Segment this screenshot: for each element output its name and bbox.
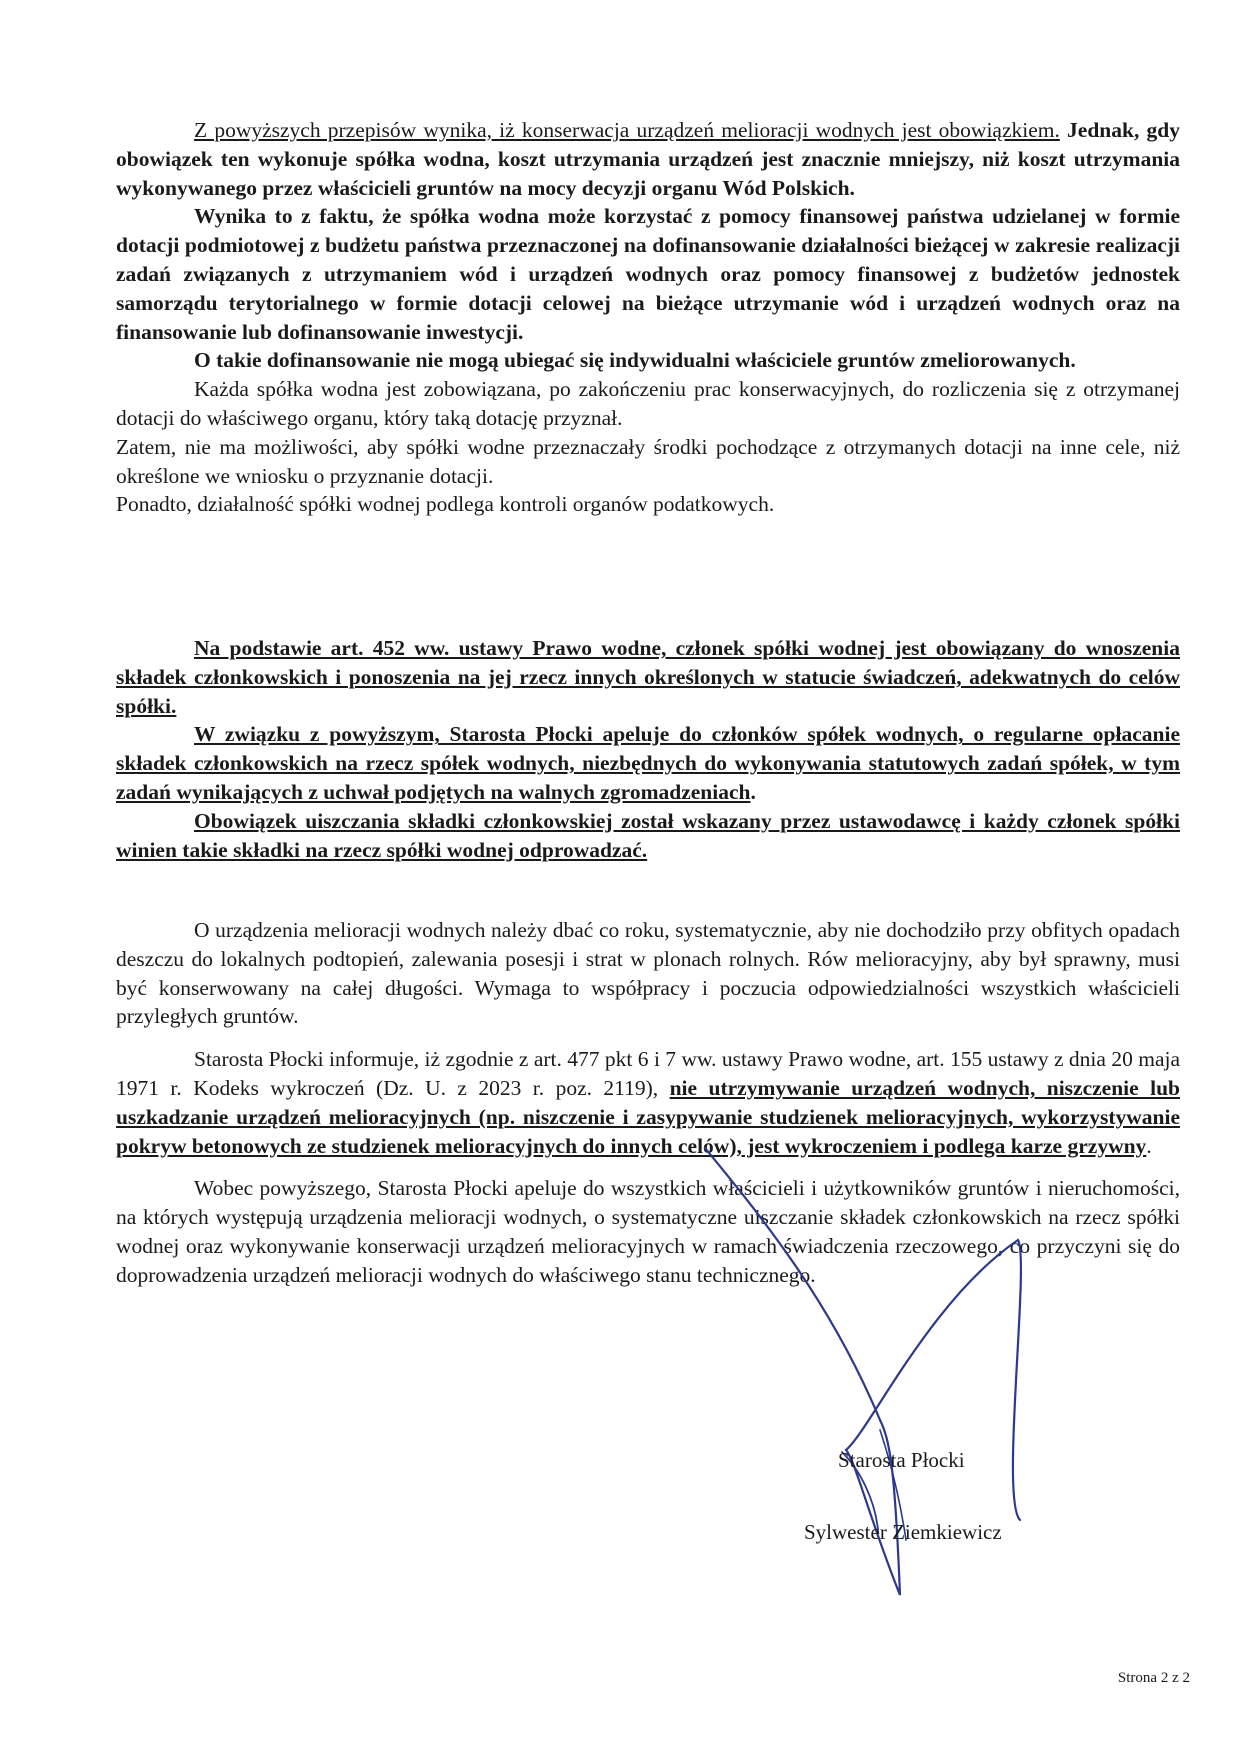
signer-name: Sylwester Ziemkiewicz [804, 1520, 1002, 1544]
paragraph-8-end: . [750, 779, 756, 804]
paragraph-10: O urządzenia melioracji wodnych należy dbać co roku, systematycznie, aby nie dochodziło przy obfitych opadach deszczu do lokalnych podtopień, zalewania posesji i strat w plonach rolnych. Rów melioracyjny, aby był sprawny, musi być konserwowany na całej długości. Wymaga to współpracy i poczucia odpowiedzialności wszystkich właścicieli przyległych gruntów. [116, 918, 1180, 1029]
page-number: Strona 2 z 2 [1117, 1670, 1190, 1686]
paragraph-8-underlined: W związku z powyższym, Starosta Płocki apeluje do członków spółek wodnych, o regularne opłacanie składek członkowskich na rzecz spółek wodnych, niezbędnych do wykonywania statutowych zadań spółek, w tym zadań wynikających z uchwał podjętych na walnych zgromadzeniach [116, 722, 1180, 804]
paragraph-11-end: . [1146, 1133, 1152, 1158]
signer-title: Starosta Płocki [838, 1448, 965, 1472]
paragraph-2: Wynika to z faktu, że spółka wodna może korzystać z pomocy finansowej państwa udzielanej w formie dotacji podmiotowej z budżetu państwa przeznaczonej na dofinansowanie działalności bieżącej w zakresie realizacji zadań związanych z utrzymaniem wód i urządzeń wodnych oraz pomocy finansowej z budżetów jednostek samorządu terytorialnego w formie dotacji celowej na bieżące utrzymanie wód i urządzeń wodnych oraz na finansowanie lub dofinansowanie inwestycji. [116, 204, 1180, 344]
paragraph-1-bold: Jednak, gdy obowiązek ten wykonuje spółka wodna, koszt utrzymania urządzeń jest znacznie mniejszy, niż koszt utrzymania wykonywanego przez właścicieli gruntów na mocy decyzji organu Wód Polskich. [116, 118, 1180, 200]
paragraph-11 [116, 1045, 1180, 1160]
paragraph-11-emphasis: nie utrzymywanie urządzeń wodnych, niszczenie lub uszkadzanie urządzeń melioracyjnych (np. niszczenie i zasypywanie studzienek melioracyjnych, wykorzystywanie pokryw betonowych ze studzienek melioracyjnych do innych celów), jest wykroczeniem i podlega karze grzywny [116, 1075, 1180, 1158]
paragraph-9: Obowiązek uiszczania składki członkowskiej został wskazany przez ustawodawcę i każdy członek spółki winien takie składki na rzecz spółki wodnej odprowadzać. [116, 808, 1180, 862]
body-text-bottom [116, 916, 1180, 1290]
paragraph-8 [116, 720, 1180, 806]
paragraph-6: Ponadto, działalność spółki wodnej podlega kontroli organów podatkowych. [116, 492, 775, 517]
paragraph-1-underlined: Z powyższych przepisów wynika, iż konserwacja urządzeń melioracji wodnych jest obowiązkiem. [194, 118, 1060, 142]
paragraph-5: Zatem, nie ma możliwości, aby spółki wodne przeznaczały środki pochodzące z otrzymanych dotacji na inne cele, niż określone we wniosku o przyznanie dotacji. [116, 434, 1180, 488]
paragraph-7: Na podstawie art. 452 ww. ustawy Prawo wodne, członek spółki wodnej jest obowiązany do wnoszenia składek członkowskich i ponoszenia na jej rzecz innych określonych w statucie świadczeń, adekwatnych do celów spółki. [116, 636, 1180, 718]
paragraph-1 [116, 116, 1180, 202]
body-text-top [116, 116, 1180, 519]
body-text-middle [116, 634, 1180, 864]
paragraph-4: Każda spółka wodna jest zobowiązana, po zakończeniu prac konserwacyjnych, do rozliczenia się z otrzymanej dotacji do właściwego organu, który taką dotację przyznał. [116, 377, 1180, 430]
paragraph-12: Wobec powyższego, Starosta Płocki apeluje do wszystkich właścicieli i użytkowników gruntów i nieruchomości, na których występują urządzenia melioracji wodnych, o systematyczne uiszczanie składek członkowskich na rzecz spółki wodnej oraz wykonywanie konserwacji urządzeń melioracyjnych w ramach świadczenia rzeczowego, co przyczyni się do doprowadzenia urządzeń melioracji wodnych do właściwego stanu technicznego. [116, 1176, 1180, 1287]
paragraph-3: O takie dofinansowanie nie mogą ubiegać się indywidualni właściciele gruntów zmeliorowanych. [194, 348, 1076, 373]
paragraph-11-intro: Starosta Płocki informuje, iż zgodnie z art. 477 pkt 6 i 7 ww. ustawy Prawo wodne, art. 155 ustawy z dnia 20 maja 1971 r. Kodeks wykroczeń (Dz. U. z 2023 r. poz. 2119), [116, 1047, 1180, 1100]
